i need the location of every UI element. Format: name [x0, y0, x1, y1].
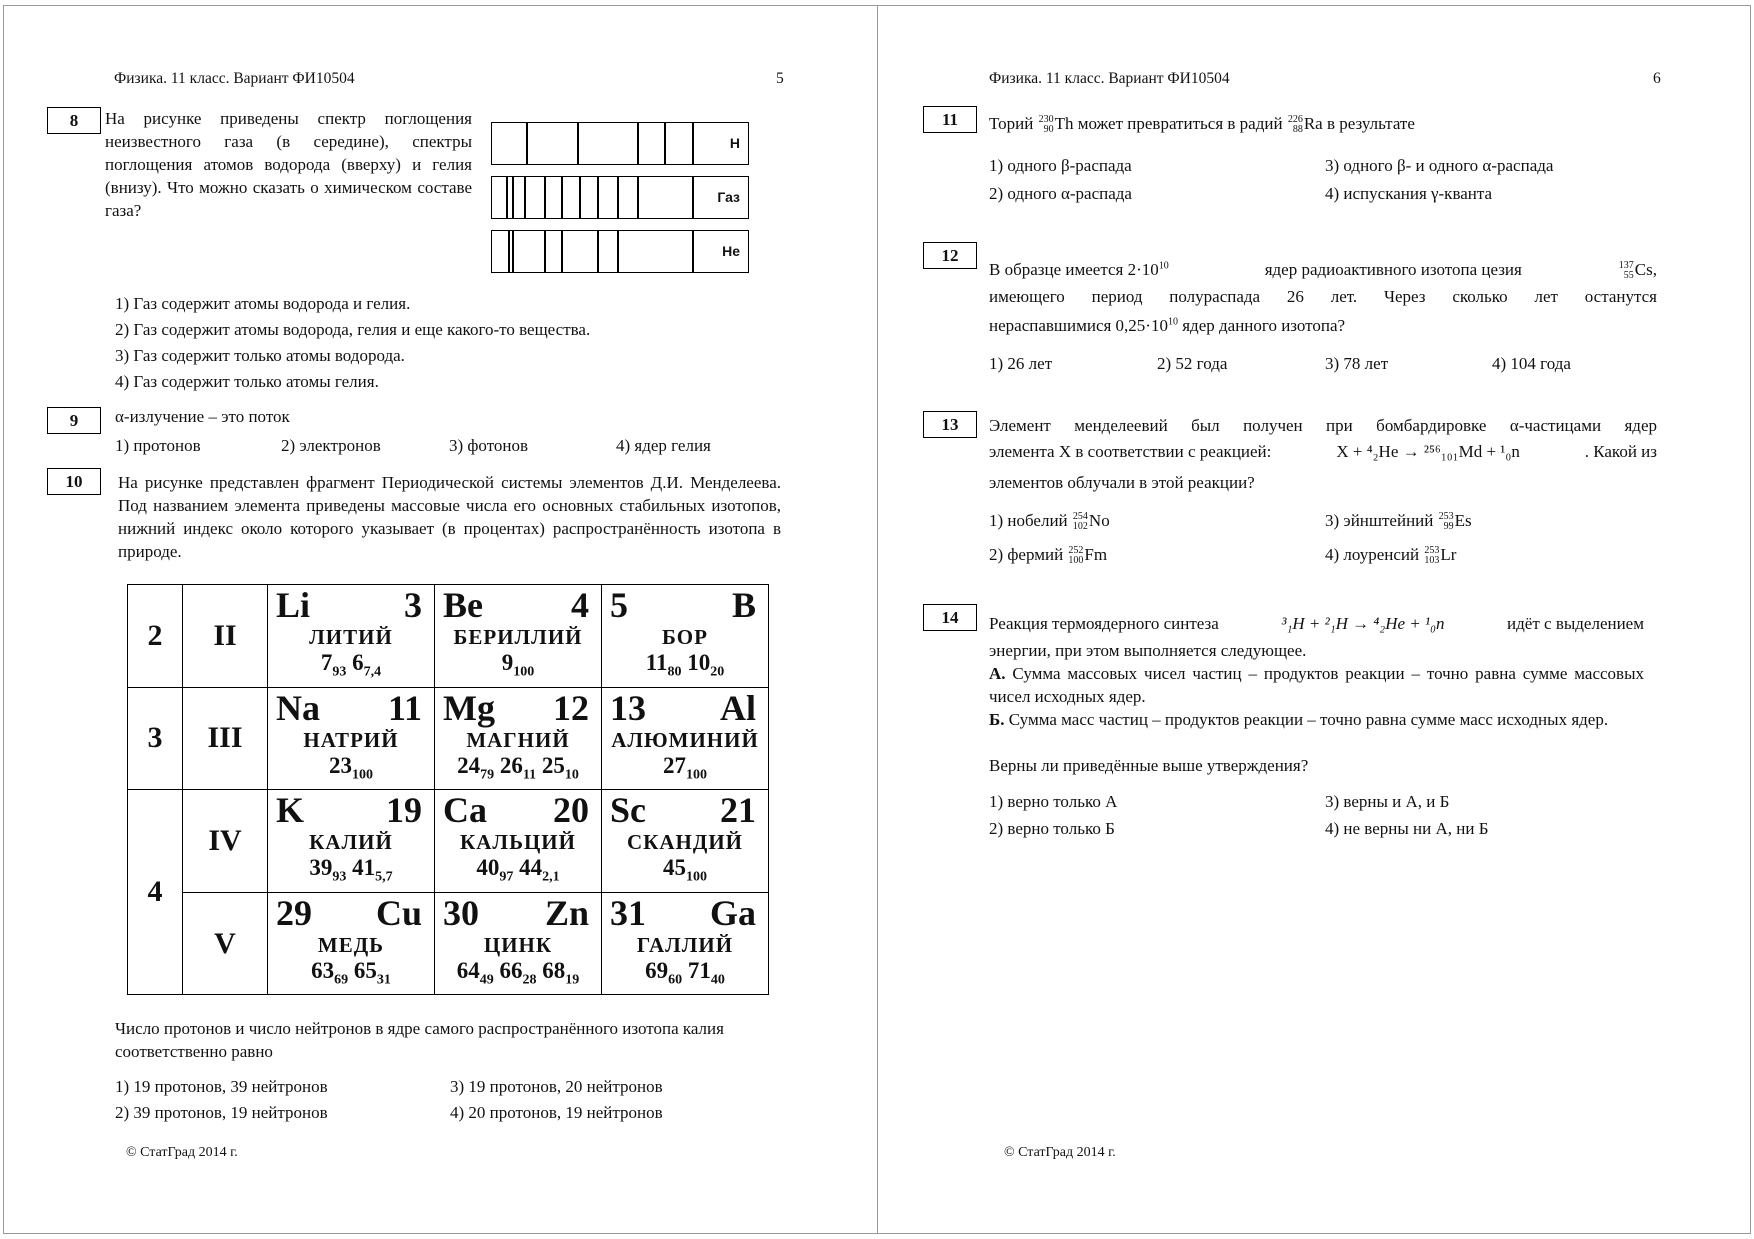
periodic-table	[127, 584, 769, 995]
isotope: $41_{5,7}$	[352, 855, 393, 885]
element-symbol: Al	[720, 687, 756, 728]
element-symbol: B	[731, 585, 756, 625]
element-symbol: Mg	[443, 687, 495, 728]
isotope-list	[435, 957, 601, 995]
isotope: $26_{11}$	[499, 752, 537, 783]
element-name: СКАНДИЙ	[626, 830, 743, 855]
isotope-list	[435, 649, 601, 687]
element-name: БЕРИЛЛИЙ	[453, 625, 583, 649]
row-number: V	[183, 892, 268, 995]
isotope: $39_{93}$	[309, 855, 347, 885]
isotope: $45_{100}$	[663, 855, 707, 885]
text-fragment: Торий	[989, 114, 1034, 133]
question-8-text: На рисунке приведены спектр поглощения неизвестного газа (в середине), спектры поглощения атомов водорода (вверху) и гелия (внизу). Что можно сказать о химическом составе газа?	[105, 109, 472, 220]
isotope: $6_{7,4}$	[352, 650, 382, 680]
isotope: $65_{31}$	[353, 957, 391, 988]
question-11-text	[989, 112, 1415, 135]
isotope: $25_{10}$	[541, 752, 579, 783]
answer-option[interactable]: 2) электронов	[281, 436, 381, 455]
element-cell	[435, 585, 602, 688]
question-12-line-2: имеющего период полураспада 26 лет. Через сколько лет останутся	[989, 287, 1657, 306]
copyright-footer: © СтатГрад 2014 г.	[1004, 1145, 1116, 1160]
statement-b: Б. Сумма масс частиц – продуктов реакции – точно равна сумме масс исходных ядер.	[989, 710, 1609, 729]
label-separator	[692, 177, 694, 218]
isotope: $44_{2,1}$	[519, 855, 560, 885]
text-fragment: нераспавшимися 0,25·10	[989, 316, 1168, 335]
element-symbol: Cs,	[1634, 260, 1657, 279]
spectral-line	[544, 177, 546, 218]
spectral-line	[579, 177, 581, 218]
isotope: $23_{100}$	[329, 752, 373, 783]
answer-option[interactable]: 4) Газ содержит только атомы гелия.	[115, 372, 379, 391]
question-number: 10	[47, 468, 101, 495]
period-number: 4	[128, 790, 183, 995]
answer-option[interactable]: 1) 19 протонов, 39 нейтронов	[115, 1077, 328, 1096]
element-symbol: Th	[1054, 114, 1074, 133]
spectral-line	[561, 231, 563, 272]
row-number: IV	[183, 790, 268, 893]
answer-option[interactable]: 3) верны и А, и Б	[1325, 792, 1450, 811]
atomic-number: 4	[571, 585, 589, 625]
nuclear-reaction: ³₁H + ²₁H → ⁴₂He + ¹₀n	[1281, 614, 1445, 633]
atomic-number: 29	[276, 892, 312, 933]
text-fragment: может превратиться в радий	[1077, 114, 1283, 133]
question-number: 11	[923, 106, 977, 133]
isotope: $71_{40}$	[687, 957, 725, 988]
text-fragment: в результате	[1326, 114, 1415, 133]
question-10-text: На рисунке представлен фрагмент Периодической системы элементов Д.И. Менделеева. Под названием элемента приведены массовые числа его основных стабильных изотопов, нижний индекс около которого указывает (в процентах) распространённость изотопа в природе.	[118, 473, 781, 561]
answer-option[interactable]: 2) одного α-распада	[989, 184, 1132, 203]
question-10-prompt: Число протонов и число нейтронов в ядре самого распространённого изотопа калия соответственно равно	[115, 1019, 724, 1061]
answer-option[interactable]: 1) протонов	[115, 436, 201, 455]
answer-option[interactable]: 4) не верны ни А, ни Б	[1325, 819, 1489, 838]
spectral-line	[508, 231, 510, 272]
isotope-list	[602, 649, 768, 687]
atomic-number: 5	[610, 585, 628, 625]
atomic-number: 19	[386, 790, 422, 831]
element-symbol: Na	[276, 687, 320, 728]
element-name: ЦИНК	[483, 932, 553, 957]
answer-option[interactable]: 3) Газ содержит только атомы водорода.	[115, 346, 405, 365]
answer-option[interactable]: 3) 78 лет	[1325, 354, 1389, 373]
question-13-line-2	[989, 440, 1657, 463]
page-header-title: Физика. 11 класс. Вариант ФИ10504	[989, 70, 1230, 87]
text-fragment: Реакция термоядерного синтеза	[989, 614, 1219, 633]
element-symbol: Ra	[1303, 114, 1323, 133]
statement-a: А. Сумма массовых чисел частиц – продуктов реакции – точно равна сумме массовых чисел исходных ядер.	[989, 664, 1645, 706]
isotope: $11_{80}$	[645, 650, 682, 680]
isotope-notation: 226 88	[1287, 114, 1303, 136]
element-cell	[602, 687, 769, 790]
row-number: III	[183, 687, 268, 790]
text-fragment: . Какой из	[1584, 442, 1657, 461]
spectrum-label: He	[722, 243, 740, 259]
spectral-line	[637, 177, 639, 218]
element-name: КАЛИЙ	[309, 830, 393, 855]
element-cell	[268, 892, 435, 995]
exponent: 10	[1167, 316, 1178, 328]
question-number: 13	[923, 411, 977, 438]
isotope: $68_{19}$	[542, 957, 580, 988]
answer-option[interactable]: 3) эйнштейний 253 99 Es	[1325, 511, 1472, 533]
question-9-text: α-излучение – это поток	[115, 407, 290, 426]
text-fragment: идёт с выделением	[1507, 614, 1644, 633]
spectrum-label: H	[729, 135, 740, 151]
isotope-list	[268, 957, 434, 995]
element-symbol: Zn	[544, 892, 589, 933]
page-number: 5	[776, 70, 784, 87]
isotope: $24_{79}$	[457, 752, 495, 783]
isotope: $63_{69}$	[311, 957, 349, 988]
element-symbol: Ca	[443, 790, 487, 831]
left-page	[3, 5, 878, 1234]
answer-option[interactable]: 1) верно только А	[989, 792, 1118, 811]
atomic-number: 13	[610, 687, 646, 728]
question-13-line-3: элементов облучали в этой реакции?	[989, 473, 1255, 492]
isotope-list	[268, 649, 434, 687]
answer-option[interactable]: 4) 20 протонов, 19 нейтронов	[450, 1103, 663, 1122]
isotope-list	[268, 854, 434, 892]
element-name: АЛЮМИНИЙ	[611, 727, 759, 752]
spectral-line	[544, 231, 546, 272]
row-number: II	[183, 585, 268, 688]
isotope: $10_{20}$	[687, 650, 725, 680]
answer-option[interactable]: 4) испускания γ-кванта	[1325, 184, 1493, 203]
answer-option[interactable]: 1) 26 лет	[989, 354, 1053, 373]
spectral-line	[524, 177, 526, 218]
answer-option[interactable]: 4) ядер гелия	[616, 436, 711, 455]
page-header-title: Физика. 11 класс. Вариант ФИ10504	[114, 70, 355, 87]
element-symbol: Li	[276, 585, 311, 625]
element-name: МЕДЬ	[317, 932, 385, 957]
atomic-number: 11	[387, 687, 422, 728]
spectral-line	[526, 123, 528, 164]
question-number: 9	[47, 407, 101, 434]
spectral-line	[617, 231, 619, 272]
answer-option[interactable]: 2) 39 протонов, 19 нейтронов	[115, 1103, 328, 1122]
isotope-list	[602, 957, 768, 995]
isotope-list	[602, 854, 768, 892]
nuclear-reaction: X + ⁴₂He → ²⁵⁶₁₀₁Md + ¹₀n	[1336, 442, 1520, 461]
question-number: 8	[47, 107, 101, 134]
question-12-line-1: В образце имеется $2\cdot 10^{10}$ ядер радиоактивного изотопа цезия 137 55 Cs,	[989, 260, 1657, 282]
spectral-line	[617, 177, 619, 218]
isotope: $7_{93}$	[320, 650, 347, 680]
isotope-list	[268, 752, 434, 790]
element-cell	[268, 585, 435, 688]
spectral-line	[597, 177, 599, 218]
page-number: 6	[1653, 70, 1661, 87]
question-number: 14	[923, 604, 977, 631]
element-name: НАТРИЙ	[303, 727, 399, 752]
spectral-line	[512, 231, 514, 272]
element-cell	[435, 892, 602, 995]
element-symbol: Ga	[709, 892, 756, 933]
isotope-list	[435, 854, 601, 892]
spectral-line	[561, 177, 563, 218]
atomic-number: 12	[553, 687, 589, 728]
element-cell	[602, 585, 769, 688]
element-name: БОР	[662, 625, 708, 649]
isotope: $66_{28}$	[499, 957, 537, 988]
answer-option[interactable]: 2) верно только Б	[989, 819, 1115, 838]
element-cell	[268, 687, 435, 790]
answer-option[interactable]: 2) Газ содержит атомы водорода, гелия и еще какого-то вещества.	[115, 320, 591, 339]
question-number: 12	[923, 242, 977, 269]
spectral-line	[577, 123, 579, 164]
answer-option[interactable]: 3) фотонов	[449, 436, 529, 455]
element-name: КАЛЬЦИЙ	[460, 830, 576, 855]
element-cell	[602, 790, 769, 893]
label-separator	[692, 231, 694, 272]
spectrum-strip	[491, 122, 749, 165]
isotope: $40_{97}$	[476, 855, 514, 885]
answer-option[interactable]: 4) лоуренсий 253 103 Lr	[1325, 545, 1457, 567]
isotope-list	[602, 752, 768, 790]
answer-option[interactable]: 1) одного β-распада	[989, 156, 1132, 175]
spectrum-strip	[491, 230, 749, 273]
element-symbol: Cu	[375, 892, 422, 933]
answer-option[interactable]: 1) Газ содержит атомы водорода и гелия.	[115, 294, 411, 313]
isotope: $27_{100}$	[663, 752, 707, 783]
spectral-line	[597, 231, 599, 272]
answer-option[interactable]: 2) 52 года	[1157, 354, 1228, 373]
isotope-notation: 230 90	[1038, 114, 1054, 136]
element-cell	[435, 790, 602, 893]
period-number: 3	[128, 687, 183, 790]
isotope: $9_{100}$	[501, 650, 535, 680]
answer-option[interactable]: 3) одного β- и одного α-распада	[1325, 156, 1554, 175]
element-symbol: Be	[443, 585, 483, 625]
question-14-line-2: энергии, при этом выполняется следующее.	[989, 641, 1307, 660]
label-separator	[692, 123, 694, 164]
atomic-number: 21	[720, 790, 756, 831]
element-name: ГАЛЛИЙ	[636, 932, 734, 957]
atomic-number: 20	[553, 790, 589, 831]
isotope: $64_{49}$	[456, 957, 494, 988]
isotope-list	[435, 752, 601, 790]
spectral-line	[637, 123, 639, 164]
period-number: 2	[128, 585, 183, 688]
isotope: $69_{60}$	[645, 957, 683, 988]
atomic-number: 30	[443, 892, 479, 933]
isotope-notation: 137 55	[1618, 260, 1634, 282]
text-fragment: ядер радиоактивного изотопа цезия	[1264, 260, 1522, 279]
element-cell	[268, 790, 435, 893]
question-13-line-1: Элемент менделеевий был получен при бомбардировке α-частицами ядер	[989, 416, 1657, 435]
copyright-footer: © СтатГрад 2014 г.	[126, 1145, 238, 1160]
element-cell	[435, 687, 602, 790]
exponent: 10	[1158, 260, 1169, 272]
spectrum-strip	[491, 176, 749, 219]
element-symbol: Sc	[610, 790, 646, 831]
spectral-line	[506, 177, 508, 218]
answer-option[interactable]: 1) нобелий 254 102 No	[989, 511, 1110, 533]
spectral-line	[512, 177, 514, 218]
atomic-number: 31	[610, 892, 646, 933]
answer-option[interactable]: 3) 19 протонов, 20 нейтронов	[450, 1077, 663, 1096]
question-14-line-1	[989, 612, 1644, 635]
element-name: МАГНИЙ	[466, 727, 570, 752]
element-name: ЛИТИЙ	[309, 625, 393, 649]
answer-option[interactable]: 4) 104 года	[1492, 354, 1571, 373]
atomic-number: 3	[404, 585, 422, 625]
answer-option[interactable]: 2) фермий 252 100 Fm	[989, 545, 1108, 567]
right-page	[877, 5, 1751, 1234]
question-12-line-3	[989, 314, 1345, 337]
element-cell	[602, 892, 769, 995]
text-fragment: элемента X в соответствии с реакцией:	[989, 442, 1272, 461]
spectrum-label: Газ	[717, 189, 740, 205]
text-fragment: ядер данного изотопа?	[1182, 316, 1346, 335]
spectral-line	[664, 123, 666, 164]
element-symbol: K	[276, 790, 305, 831]
question-14-prompt: Верны ли приведённые выше утверждения?	[989, 756, 1309, 775]
